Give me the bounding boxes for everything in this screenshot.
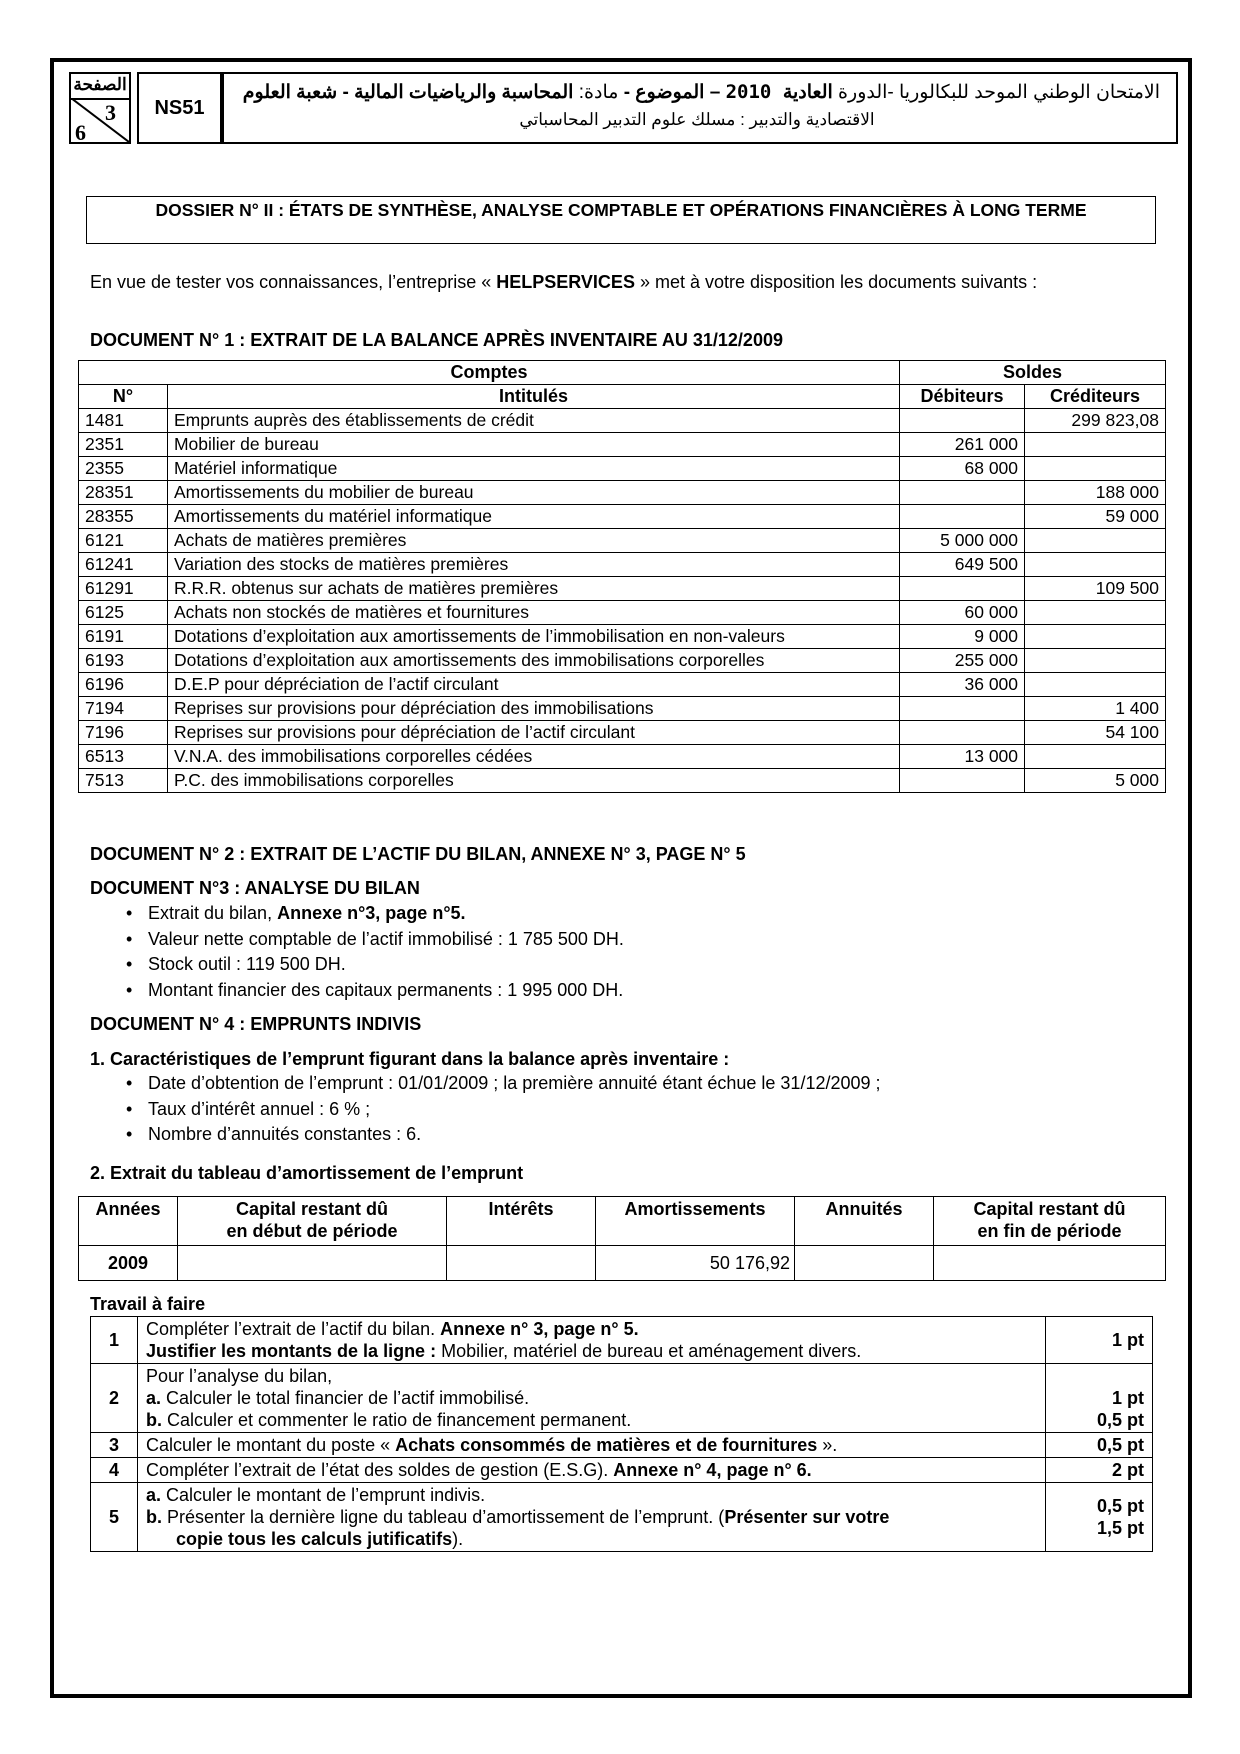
cell-credit [1025,745,1166,769]
cell-label: Achats non stockés de matières et fournitures [167,601,899,625]
task-line: Calculer le montant de l’emprunt indivis. [161,1485,486,1505]
cell-debit [900,481,1025,505]
intro-post: » met à votre disposition les documents suivants : [634,272,1038,292]
doc1-title: DOCUMENT N° 1 : EXTRAIT DE LA BALANCE APRÈS INVENTAIRE AU 31/12/2009 [90,330,783,350]
doc2-title: DOCUMENT N° 2 : EXTRAIT DE L’ACTIF DU BILAN, ANNEXE N° 3, PAGE N° 5 [90,844,746,864]
cell-credit [1025,433,1166,457]
th-crd-debut [178,1197,447,1246]
cell-amortissement: 50 176,92 [596,1246,795,1281]
table-row [79,481,1166,505]
th-crd-debut-l2: en début de période [226,1221,398,1241]
cell-account-no: 6191 [79,625,168,649]
task-line-bold: Achats consommés de matières et de fournitures [395,1435,818,1455]
cell-debit: 5 000 000 [900,529,1025,553]
title-branch: - شعبة العلوم [242,82,355,103]
cell-credit [1025,625,1166,649]
intro-pre: En vue de tester vos connaissances, l’entreprise « [90,272,497,292]
cell-account-no: 6196 [79,673,168,697]
cell-label: V.N.A. des immobilisations corporelles cédées [167,745,899,769]
table-row [79,745,1166,769]
cell-label: Dotations d’exploitation aux amortissements des immobilisations corporelles [167,649,899,673]
cell-credit: 1 400 [1025,697,1166,721]
th-annuites: Annuités [795,1197,934,1246]
cell-credit [1025,649,1166,673]
balance-table [78,360,1166,793]
task-number: 4 [91,1458,138,1483]
cell-label: Variation des stocks de matières premières [167,553,899,577]
cell-debit [900,505,1025,529]
points-a: 1 pt [1111,1388,1144,1408]
task-line: Pour l’analyse du bilan, [146,1366,333,1386]
task-text [138,1364,1046,1433]
cell-account-no: 7194 [79,697,168,721]
cell-annuite [795,1246,934,1281]
cell-account-no: 6513 [79,745,168,769]
cell-debit: 649 500 [900,553,1025,577]
table-row [79,553,1166,577]
cell-credit [1025,601,1166,625]
cell-credit: 54 100 [1025,721,1166,745]
th-debiteurs: Débiteurs [900,385,1025,409]
cell-credit: 299 823,08 [1025,409,1166,433]
cell-debit: 36 000 [900,673,1025,697]
th-crd-fin-l2: en fin de période [977,1221,1122,1241]
cell-debit: 255 000 [900,649,1025,673]
exam-title [222,72,1178,144]
th-amortissements: Amortissements [596,1197,795,1246]
th-crd-fin-l1: Capital restant dû [973,1199,1126,1219]
cell-label: Mobilier de bureau [167,433,899,457]
page-total: 6 [75,120,86,145]
cell-debit: 13 000 [900,745,1025,769]
doc3-title: DOCUMENT N°3 : ANALYSE DU BILAN [90,878,420,898]
cell-account-no: 6125 [79,601,168,625]
th-interets: Intérêts [447,1197,596,1246]
cell-debit [900,577,1025,601]
cell-account-no: 7196 [79,721,168,745]
task-letter: a. [146,1388,162,1408]
task-text [138,1317,1046,1364]
cell-label: Matériel informatique [167,457,899,481]
task-number: 1 [91,1317,138,1364]
task-line-bold: Présenter sur votre [724,1507,890,1527]
task-points: 1 pt [1046,1317,1153,1364]
cell-debit: 68 000 [900,457,1025,481]
title-session: العادية [782,82,833,103]
list-text-bold: Annexe n°3, page n°5. [277,903,466,923]
task-line: ». [817,1435,838,1455]
dossier-title: DOSSIER N° II : ÉTATS DE SYNTHÈSE, ANALYSE COMPTABLE ET OPÉRATIONS FINANCIÈRES À LONG TERME [86,196,1156,244]
cell-crd-fin [934,1246,1166,1281]
title-part: مادة: [573,82,619,103]
task-points: 0,5 pt [1046,1433,1153,1458]
list-item: • Nombre d’annuités constantes : 6. [148,1122,881,1148]
cell-label: Amortissements du matériel informatique [167,505,899,529]
cell-account-no: 61241 [79,553,168,577]
cell-label: D.E.P pour dépréciation de l’actif circulant [167,673,899,697]
cell-interets [447,1246,596,1281]
cell-label: R.R.R. obtenus sur achats de matières premières [167,577,899,601]
table-row [79,697,1166,721]
list-text: Extrait du bilan, [148,903,278,923]
task-letter: b. [146,1410,162,1430]
table-row [79,649,1166,673]
task-number: 5 [91,1483,138,1552]
doc4-section2: 2. Extrait du tableau d’amortissement de l’emprunt [90,1163,524,1183]
page-number-box [69,72,131,144]
task-line: Présenter la dernière ligne du tableau d’amortissement de l’emprunt. ( [162,1507,725,1527]
list-item: • Montant financier des capitaux permanents : 1 995 000 DH. [148,978,624,1004]
doc3-list [112,901,624,1003]
page-label: الصفحة [71,74,129,100]
task-line: Calculer le montant du poste « [146,1435,396,1455]
task-text [138,1483,1046,1552]
list-item [148,901,624,927]
cell-account-no: 2351 [79,433,168,457]
intro-text [90,270,1140,294]
task-line: Compléter l’extrait de l’actif du bilan. [146,1319,441,1339]
exam-code: NS51 [137,72,222,144]
th-crediteurs: Créditeurs [1025,385,1166,409]
cell-account-no: 6121 [79,529,168,553]
task-points [1046,1364,1153,1433]
title-part: الامتحان الوطني الموحد للبكالوريا -الدورة [832,82,1160,103]
cell-credit [1025,673,1166,697]
table-row [79,529,1166,553]
amortization-table [78,1196,1166,1281]
task-points [1046,1483,1153,1552]
doc4-title: DOCUMENT N° 4 : EMPRUNTS INDIVIS [90,1014,422,1034]
th-crd-fin [934,1197,1166,1246]
cell-debit [900,409,1025,433]
task-points: 2 pt [1046,1458,1153,1483]
table-row [79,433,1166,457]
cell-debit: 9 000 [900,625,1025,649]
task-line: Calculer et commenter le ratio de financement permanent. [162,1410,632,1430]
cell-label: Reprises sur provisions pour dépréciation de l’actif circulant [167,721,899,745]
th-intitules: Intitulés [167,385,899,409]
cell-label: Emprunts auprès des établissements de crédit [167,409,899,433]
th-crd-debut-l1: Capital restant dû [235,1199,389,1219]
table-row [79,601,1166,625]
task-letter: b. [146,1507,162,1527]
cell-account-no: 7513 [79,769,168,793]
cell-credit [1025,553,1166,577]
list-item: • Date d’obtention de l’emprunt : 01/01/2009 ; la première annuité étant échue le 31/12/2009 ; [148,1071,881,1097]
cell-credit: 109 500 [1025,577,1166,601]
list-item: • Valeur nette comptable de l’actif immobilisé : 1 785 500 DH. [148,927,624,953]
table-row [79,505,1166,529]
task-line: Compléter l’extrait de l’état des soldes de gestion (E.S.G). [146,1460,614,1480]
title-subject: المحاسبة والرياضيات المالية [354,82,574,103]
list-item: • Taux d’intérêt annuel : 6 % ; [148,1097,881,1123]
page-current: 3 [105,100,116,125]
cell-label: Achats de matières premières [167,529,899,553]
cell-year: 2009 [79,1246,178,1281]
cell-label: Amortissements du mobilier de bureau [167,481,899,505]
table-row [79,673,1166,697]
task-number: 2 [91,1364,138,1433]
doc4-section1: 1. Caractéristiques de l’emprunt figurant dans la balance après inventaire : [90,1049,730,1069]
cell-credit [1025,529,1166,553]
task-line-bold: Annexe n° 3, page n° 5. [440,1319,639,1339]
task-line-bold: copie tous les calculs jutificatifs [176,1529,453,1549]
points-a: 0,5 pt [1096,1496,1144,1516]
table-row [79,721,1166,745]
task-line: Calculer le total financier de l’actif immobilisé. [161,1388,530,1408]
th-annees: Années [79,1197,178,1246]
title-subject-tag: – الموضوع - [618,82,726,103]
points-b: 1,5 pt [1096,1518,1144,1538]
task-line: ). [452,1529,464,1549]
task-line-bold: Annexe n° 4, page n° 6. [613,1460,812,1480]
task-text [138,1458,1046,1483]
cell-debit: 261 000 [900,433,1025,457]
cell-account-no: 28355 [79,505,168,529]
task-text [138,1433,1046,1458]
cell-debit [900,769,1025,793]
travail-title: Travail à faire [90,1294,206,1314]
cell-label: P.C. des immobilisations corporelles [167,769,899,793]
company-name: HELPSERVICES [496,272,635,292]
task-line-bold: Justifier les montants de la ligne : [146,1341,442,1361]
table-row [79,625,1166,649]
cell-debit [900,721,1025,745]
cell-credit [1025,457,1166,481]
cell-account-no: 6193 [79,649,168,673]
title-year: 2010 [725,81,783,103]
cell-debit: 60 000 [900,601,1025,625]
th-no: N° [79,385,168,409]
table-row [79,409,1166,433]
task-letter: a. [146,1485,162,1505]
cell-account-no: 1481 [79,409,168,433]
table-row [79,577,1166,601]
tasks-table [90,1316,1153,1552]
list-item: • Stock outil : 119 500 DH. [148,952,624,978]
cell-credit: 5 000 [1025,769,1166,793]
th-comptes: Comptes [79,361,900,385]
table-row [79,457,1166,481]
cell-debit [900,697,1025,721]
doc4-list [112,1071,881,1148]
cell-label: Dotations d’exploitation aux amortissements de l’immobilisation en non-valeurs [167,625,899,649]
cell-credit: 188 000 [1025,481,1166,505]
task-number: 3 [91,1433,138,1458]
cell-crd-debut [178,1246,447,1281]
task-line: Mobilier, matériel de bureau et aménagement divers. [441,1341,862,1361]
cell-account-no: 2355 [79,457,168,481]
cell-label: Reprises sur provisions pour dépréciation des immobilisations [167,697,899,721]
th-soldes: Soldes [900,361,1166,385]
cell-account-no: 61291 [79,577,168,601]
cell-account-no: 28351 [79,481,168,505]
points-b: 0,5 pt [1096,1410,1144,1430]
cell-credit: 59 000 [1025,505,1166,529]
title-line2: الاقتصادية والتدبير : مسلك علوم التدبير المحاسباتي [519,110,875,129]
table-row [79,769,1166,793]
